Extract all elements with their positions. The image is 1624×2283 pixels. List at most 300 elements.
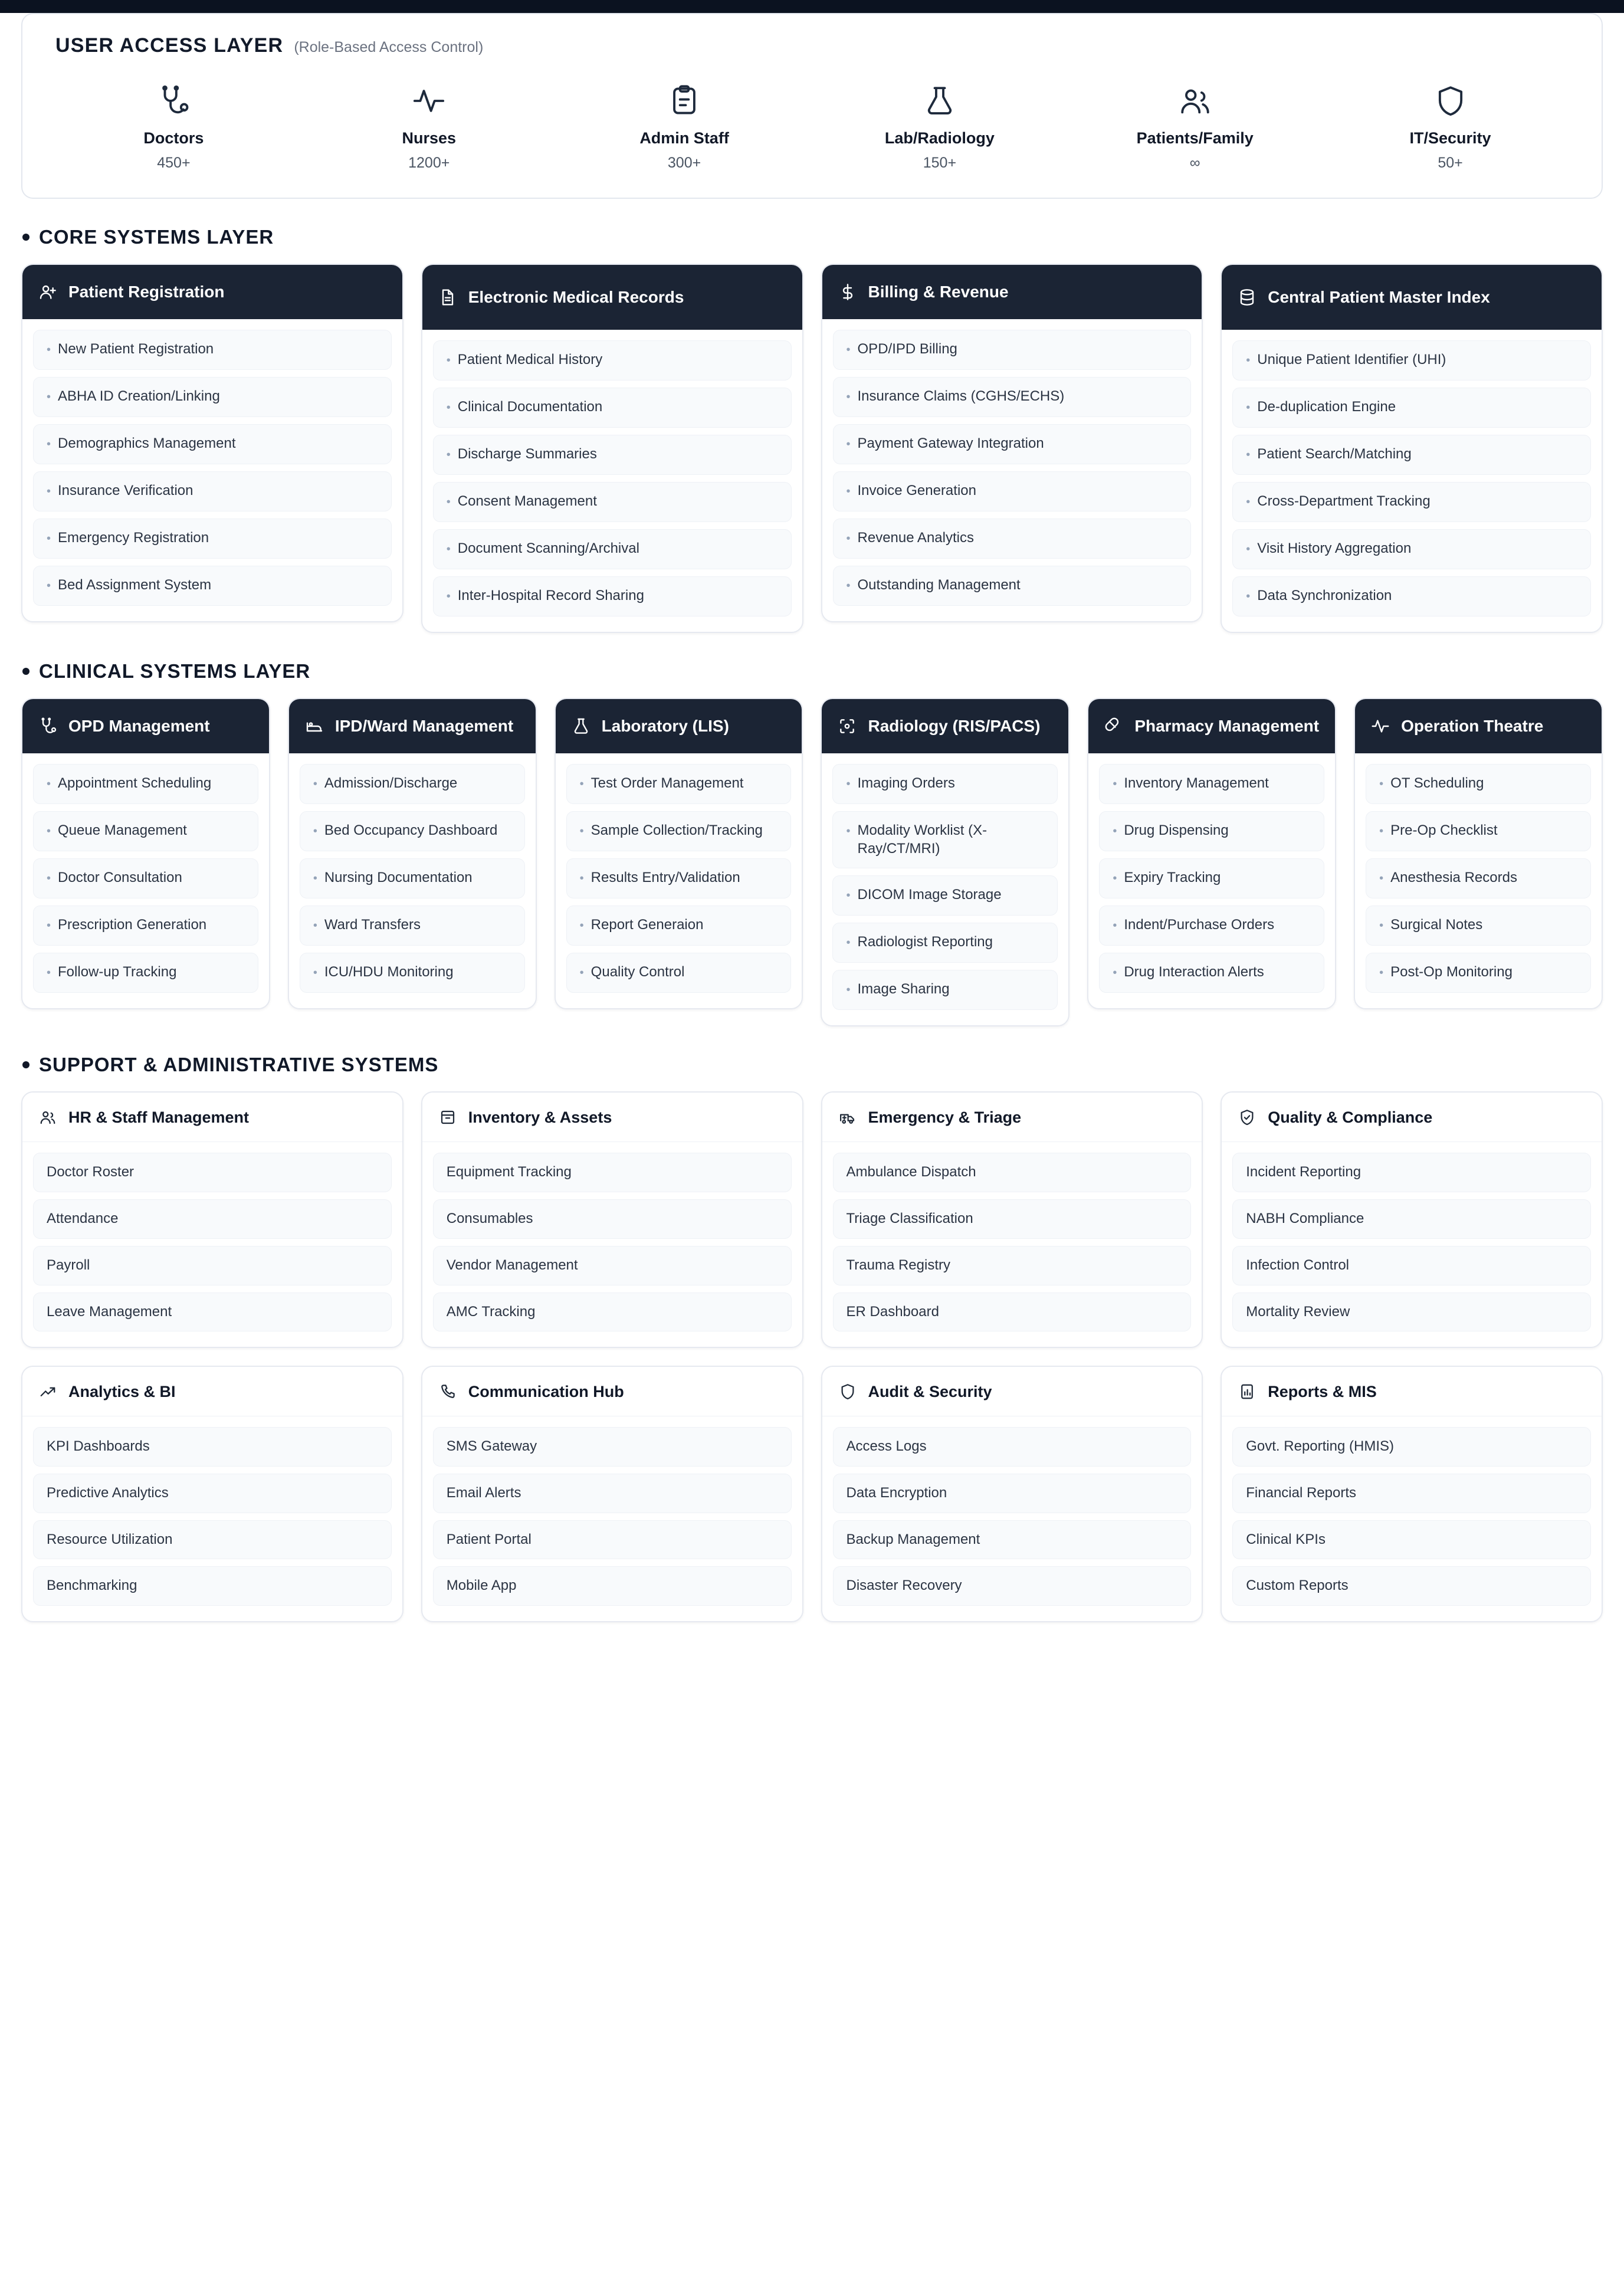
card-item-label: Drug Interaction Alerts bbox=[1124, 964, 1264, 980]
system-card[interactable] bbox=[21, 698, 270, 1009]
card-item[interactable] bbox=[1099, 764, 1324, 804]
system-card[interactable] bbox=[21, 264, 403, 622]
bullet-icon: • bbox=[1379, 778, 1384, 790]
card-item[interactable] bbox=[1232, 529, 1591, 569]
card-item-label: Resource Utilization bbox=[47, 1531, 173, 1547]
card-item-label: Results Entry/Validation bbox=[590, 870, 740, 885]
card-item[interactable] bbox=[833, 1153, 1192, 1192]
card-item-label: Benchmarking bbox=[47, 1577, 137, 1594]
card-item[interactable] bbox=[300, 953, 525, 993]
user-access-layer-header bbox=[46, 34, 1578, 57]
bullet-icon: • bbox=[1113, 966, 1117, 979]
card-item-list bbox=[422, 1142, 802, 1347]
card-item-label: Indent/Purchase Orders bbox=[1124, 917, 1275, 933]
card-item[interactable] bbox=[832, 764, 1058, 804]
system-card[interactable] bbox=[1221, 264, 1603, 633]
card-item-label: Mortality Review bbox=[1246, 1303, 1350, 1320]
role-count: 150+ bbox=[923, 155, 957, 171]
role-count: ∞ bbox=[1189, 155, 1200, 171]
card-item-label: OT Scheduling bbox=[1390, 775, 1484, 791]
card-item[interactable] bbox=[1232, 435, 1591, 475]
card-item-label: Visit History Aggregation bbox=[1257, 540, 1412, 556]
card-item[interactable] bbox=[433, 1474, 792, 1513]
card-item[interactable] bbox=[833, 519, 1192, 559]
card-item-label: Quality Control bbox=[590, 964, 685, 980]
card-item[interactable] bbox=[1232, 1199, 1591, 1239]
card-item-label: Payment Gateway Integration bbox=[857, 435, 1044, 451]
system-card[interactable] bbox=[821, 1091, 1203, 1348]
card-item[interactable] bbox=[33, 1293, 392, 1332]
card-item[interactable] bbox=[33, 1474, 392, 1513]
card-item-label: Consent Management bbox=[457, 493, 597, 509]
card-item-label: Backup Management bbox=[846, 1531, 980, 1547]
stethoscope-icon bbox=[67, 82, 280, 120]
card-item-label: Incident Reporting bbox=[1246, 1164, 1361, 1180]
user-plus-icon bbox=[37, 281, 59, 303]
card-header bbox=[822, 265, 1202, 319]
card-item-label: Consumables bbox=[446, 1211, 533, 1227]
card-item-label: Radiologist Reporting bbox=[857, 934, 993, 950]
card-item-label: ER Dashboard bbox=[846, 1303, 939, 1320]
card-item-list bbox=[422, 1416, 802, 1621]
card-item[interactable] bbox=[433, 576, 792, 616]
card-item-label: Leave Management bbox=[47, 1303, 172, 1320]
card-item[interactable] bbox=[832, 923, 1058, 963]
card-item[interactable] bbox=[1366, 906, 1591, 946]
card-item-label: ICU/HDU Monitoring bbox=[324, 964, 454, 980]
card-item[interactable] bbox=[833, 1199, 1192, 1239]
card-item-label: Post-Op Monitoring bbox=[1390, 964, 1513, 980]
card-item-label: Outstanding Management bbox=[857, 577, 1021, 593]
card-item[interactable] bbox=[33, 811, 258, 851]
card-item-label: Disaster Recovery bbox=[846, 1577, 962, 1594]
card-item[interactable] bbox=[833, 1293, 1192, 1332]
card-item-label: Inventory Management bbox=[1124, 775, 1269, 791]
card-item-label: Clinical KPIs bbox=[1246, 1531, 1326, 1547]
card-item[interactable] bbox=[1232, 576, 1591, 616]
card-title: IPD/Ward Management bbox=[334, 717, 514, 736]
card-item[interactable] bbox=[433, 1153, 792, 1192]
ambulance-icon bbox=[836, 1106, 859, 1129]
bullet-icon: • bbox=[47, 919, 51, 932]
card-item[interactable] bbox=[566, 906, 792, 946]
card-header bbox=[422, 1093, 802, 1142]
shield-icon bbox=[836, 1380, 859, 1403]
card-item[interactable] bbox=[1232, 340, 1591, 380]
card-item[interactable] bbox=[833, 471, 1192, 511]
bullet-icon: • bbox=[1113, 778, 1117, 790]
card-item[interactable] bbox=[1366, 764, 1591, 804]
card-item-label: Unique Patient Identifier (UHI) bbox=[1257, 352, 1446, 368]
card-item[interactable] bbox=[1099, 906, 1324, 946]
card-item[interactable] bbox=[33, 906, 258, 946]
card-item[interactable] bbox=[833, 424, 1192, 464]
card-item[interactable] bbox=[33, 1427, 392, 1467]
card-title: Quality & Compliance bbox=[1268, 1108, 1433, 1126]
bullet-icon: • bbox=[846, 889, 851, 903]
card-item[interactable] bbox=[1232, 1427, 1591, 1467]
card-item[interactable] bbox=[33, 424, 392, 464]
card-item-label: Vendor Management bbox=[446, 1257, 578, 1273]
bullet-icon: • bbox=[313, 825, 317, 838]
card-item[interactable] bbox=[433, 482, 792, 522]
card-item[interactable] bbox=[833, 1246, 1192, 1285]
card-item-label: Predictive Analytics bbox=[47, 1485, 169, 1501]
card-item-list bbox=[822, 753, 1068, 1025]
role-label: Lab/Radiology bbox=[884, 129, 995, 147]
bullet-icon: • bbox=[1379, 872, 1384, 885]
card-item-label: Prescription Generation bbox=[58, 917, 207, 933]
card-header bbox=[22, 699, 269, 753]
system-card[interactable] bbox=[555, 698, 803, 1009]
card-item[interactable] bbox=[433, 1566, 792, 1606]
card-item[interactable] bbox=[33, 377, 392, 417]
card-title: Billing & Revenue bbox=[868, 283, 1009, 301]
role-label: Nurses bbox=[402, 129, 456, 147]
card-item-label: Follow-up Tracking bbox=[58, 964, 177, 980]
card-title: Laboratory (LIS) bbox=[601, 717, 729, 736]
bullet-icon: • bbox=[846, 391, 851, 404]
card-item-label: De-duplication Engine bbox=[1257, 399, 1396, 415]
card-item-label: ABHA ID Creation/Linking bbox=[58, 388, 220, 404]
card-item-list bbox=[822, 319, 1202, 621]
bullet-icon: • bbox=[47, 778, 51, 790]
card-item-label: Inter-Hospital Record Sharing bbox=[457, 588, 644, 603]
role-label: Admin Staff bbox=[639, 129, 729, 147]
card-item-label: Data Encryption bbox=[846, 1485, 947, 1501]
card-item-label: Insurance Verification bbox=[58, 483, 193, 498]
card-item-label: New Patient Registration bbox=[58, 341, 214, 357]
clipboard-icon bbox=[578, 82, 790, 120]
card-item-label: SMS Gateway bbox=[446, 1438, 537, 1455]
card-item-label: Equipment Tracking bbox=[446, 1164, 572, 1180]
card-grid bbox=[21, 264, 1603, 633]
card-header bbox=[22, 1367, 402, 1416]
shield-icon bbox=[1344, 82, 1557, 120]
card-title: Analytics & BI bbox=[68, 1382, 176, 1400]
card-item-list bbox=[1088, 753, 1335, 1008]
card-item[interactable] bbox=[833, 1566, 1192, 1606]
bullet-icon: • bbox=[1379, 966, 1384, 979]
card-title: Emergency & Triage bbox=[868, 1108, 1022, 1126]
scan-icon bbox=[836, 715, 858, 737]
card-item[interactable] bbox=[1232, 388, 1591, 428]
card-item-label: AMC Tracking bbox=[446, 1303, 536, 1320]
card-item-label: Appointment Scheduling bbox=[58, 775, 212, 791]
card-item-list bbox=[289, 753, 536, 1008]
diagram-page bbox=[0, 13, 1624, 2283]
systems-sections bbox=[21, 226, 1603, 1622]
card-item-label: Doctor Consultation bbox=[58, 870, 182, 885]
card-item[interactable] bbox=[433, 1293, 792, 1332]
card-item[interactable] bbox=[1366, 811, 1591, 851]
role-item bbox=[1089, 82, 1301, 172]
card-item[interactable] bbox=[433, 388, 792, 428]
card-item[interactable] bbox=[1232, 1566, 1591, 1606]
card-item[interactable] bbox=[33, 519, 392, 559]
card-item[interactable] bbox=[566, 858, 792, 898]
section-header bbox=[21, 226, 1603, 248]
card-title: Communication Hub bbox=[468, 1382, 624, 1400]
card-item-list bbox=[22, 1142, 402, 1347]
card-item-label: Pre-Op Checklist bbox=[1390, 822, 1498, 838]
card-item[interactable] bbox=[833, 330, 1192, 370]
bullet-icon: • bbox=[1246, 354, 1251, 367]
users-icon bbox=[1089, 82, 1301, 120]
card-item-label: Patient Medical History bbox=[457, 352, 603, 368]
section-title: SUPPORT & ADMINISTRATIVE SYSTEMS bbox=[39, 1054, 439, 1076]
card-item[interactable] bbox=[300, 764, 525, 804]
bullet-icon: • bbox=[47, 532, 51, 545]
bullet-icon: • bbox=[579, 966, 584, 979]
bullet-icon: • bbox=[313, 872, 317, 885]
pulse-icon bbox=[323, 82, 535, 120]
card-item-label: Bed Assignment System bbox=[58, 577, 212, 593]
card-item[interactable] bbox=[1232, 482, 1591, 522]
bullet-icon: • bbox=[846, 438, 851, 451]
card-item-label: Invoice Generation bbox=[857, 483, 976, 498]
role-label: Patients/Family bbox=[1136, 129, 1254, 147]
check-badge-icon bbox=[1236, 1106, 1258, 1129]
card-header bbox=[822, 699, 1068, 753]
card-item[interactable] bbox=[433, 529, 792, 569]
card-item-label: Ward Transfers bbox=[324, 917, 421, 933]
card-item[interactable] bbox=[832, 811, 1058, 868]
card-item[interactable] bbox=[566, 764, 792, 804]
card-item-label: Discharge Summaries bbox=[457, 446, 597, 462]
bullet-icon: • bbox=[47, 391, 51, 404]
card-item[interactable] bbox=[1232, 1153, 1591, 1192]
card-item[interactable] bbox=[433, 1427, 792, 1467]
card-item[interactable] bbox=[433, 435, 792, 475]
card-item-label: Image Sharing bbox=[857, 981, 950, 998]
card-item[interactable] bbox=[1232, 1520, 1591, 1560]
role-count: 50+ bbox=[1438, 155, 1463, 171]
card-header bbox=[822, 1093, 1202, 1142]
card-title: Operation Theatre bbox=[1401, 717, 1544, 736]
bullet-icon: • bbox=[579, 778, 584, 790]
card-item-label: Document Scanning/Archival bbox=[457, 540, 639, 556]
phone-icon bbox=[437, 1380, 459, 1403]
card-title: Reports & MIS bbox=[1268, 1382, 1377, 1400]
bullet-icon: • bbox=[1379, 825, 1384, 838]
box-icon bbox=[437, 1106, 459, 1129]
report-icon bbox=[1236, 1380, 1258, 1403]
bullet-icon: • bbox=[446, 543, 451, 556]
role-item bbox=[578, 82, 790, 172]
bullet-icon: • bbox=[1113, 919, 1117, 932]
system-card[interactable] bbox=[288, 698, 537, 1009]
card-item[interactable] bbox=[833, 1427, 1192, 1467]
section-header bbox=[21, 1054, 1603, 1076]
card-item-label: Insurance Claims (CGHS/ECHS) bbox=[857, 388, 1065, 404]
system-card[interactable] bbox=[821, 1366, 1203, 1622]
pulse-icon bbox=[1369, 715, 1392, 737]
card-grid bbox=[21, 698, 1603, 1026]
card-item[interactable] bbox=[833, 566, 1192, 606]
system-card[interactable] bbox=[1221, 1366, 1603, 1622]
card-item-label: Triage Classification bbox=[846, 1211, 973, 1227]
card-header bbox=[822, 1367, 1202, 1416]
card-item-label: Report Generaion bbox=[590, 917, 704, 933]
card-item-label: Access Logs bbox=[846, 1438, 927, 1455]
card-item[interactable] bbox=[433, 1520, 792, 1560]
bullet-icon: • bbox=[846, 579, 851, 592]
card-header bbox=[22, 1093, 402, 1142]
card-item[interactable] bbox=[433, 1199, 792, 1239]
bullet-icon: • bbox=[446, 448, 451, 461]
card-item-label: Trauma Registry bbox=[846, 1257, 950, 1273]
user-access-layer-subtitle: (Role-Based Access Control) bbox=[294, 39, 484, 55]
card-title: OPD Management bbox=[68, 717, 210, 736]
card-item-list bbox=[22, 753, 269, 1008]
card-item[interactable] bbox=[832, 875, 1058, 916]
card-item-label: Govt. Reporting (HMIS) bbox=[1246, 1438, 1394, 1455]
card-item[interactable] bbox=[33, 1520, 392, 1560]
card-item[interactable] bbox=[33, 764, 258, 804]
bullet-icon: • bbox=[313, 778, 317, 790]
card-title: Central Patient Master Index bbox=[1268, 288, 1490, 307]
card-item-label: DICOM Image Storage bbox=[857, 887, 1002, 903]
card-item[interactable] bbox=[300, 906, 525, 946]
role-item bbox=[67, 82, 280, 172]
card-header bbox=[289, 699, 536, 753]
card-item[interactable] bbox=[832, 970, 1058, 1010]
system-card[interactable] bbox=[1354, 698, 1603, 1009]
card-item[interactable] bbox=[1232, 1246, 1591, 1285]
card-item[interactable] bbox=[33, 1199, 392, 1239]
card-item[interactable] bbox=[1232, 1474, 1591, 1513]
card-item-label: Test Order Management bbox=[590, 775, 744, 791]
bullet-icon: • bbox=[446, 590, 451, 603]
bullet-icon: • bbox=[47, 579, 51, 592]
card-item[interactable] bbox=[833, 1520, 1192, 1560]
system-card[interactable] bbox=[21, 1091, 403, 1348]
system-card[interactable] bbox=[821, 698, 1069, 1026]
role-label: IT/Security bbox=[1409, 129, 1491, 147]
card-item[interactable] bbox=[300, 858, 525, 898]
card-item[interactable] bbox=[1099, 811, 1324, 851]
section-header bbox=[21, 660, 1603, 683]
card-title: Electronic Medical Records bbox=[468, 288, 684, 307]
database-icon bbox=[1236, 286, 1258, 309]
card-item[interactable] bbox=[1366, 858, 1591, 898]
card-item[interactable] bbox=[1232, 1293, 1591, 1332]
section-bullet-icon bbox=[22, 668, 29, 675]
card-title: Patient Registration bbox=[68, 283, 225, 301]
bullet-icon: • bbox=[313, 919, 317, 932]
user-access-layer-panel bbox=[21, 13, 1603, 199]
system-card[interactable] bbox=[421, 1366, 803, 1622]
card-item-label: NABH Compliance bbox=[1246, 1211, 1364, 1227]
system-card[interactable] bbox=[1221, 1091, 1603, 1348]
card-item[interactable] bbox=[433, 340, 792, 380]
bullet-icon: • bbox=[846, 343, 851, 356]
bullet-icon: • bbox=[846, 485, 851, 498]
card-header bbox=[1222, 265, 1602, 330]
bullet-icon: • bbox=[1379, 919, 1384, 932]
role-item bbox=[323, 82, 535, 172]
card-header bbox=[422, 265, 802, 330]
system-card[interactable] bbox=[421, 264, 803, 633]
card-item-label: Imaging Orders bbox=[857, 775, 955, 791]
stethoscope-icon bbox=[37, 715, 59, 737]
card-item[interactable] bbox=[433, 1246, 792, 1285]
card-item-list bbox=[1222, 1416, 1602, 1621]
card-item-list bbox=[1222, 1142, 1602, 1347]
card-item[interactable] bbox=[33, 953, 258, 993]
card-item[interactable] bbox=[1099, 858, 1324, 898]
card-item[interactable] bbox=[33, 471, 392, 511]
card-item[interactable] bbox=[300, 811, 525, 851]
bullet-icon: • bbox=[846, 825, 851, 838]
bullet-icon: • bbox=[1246, 543, 1251, 556]
card-item[interactable] bbox=[33, 1566, 392, 1606]
users-icon bbox=[37, 1106, 59, 1129]
card-item-label: Data Synchronization bbox=[1257, 588, 1392, 603]
card-title: HR & Staff Management bbox=[68, 1108, 250, 1126]
card-item[interactable] bbox=[33, 1153, 392, 1192]
card-item[interactable] bbox=[833, 1474, 1192, 1513]
section-bullet-icon bbox=[22, 1061, 29, 1068]
system-card[interactable] bbox=[21, 1366, 403, 1622]
section-title: CLINICAL SYSTEMS LAYER bbox=[39, 660, 311, 682]
bullet-icon: • bbox=[846, 936, 851, 950]
dollar-icon bbox=[836, 281, 859, 303]
card-item-label: Demographics Management bbox=[58, 435, 236, 451]
card-item[interactable] bbox=[1366, 953, 1591, 993]
bullet-icon: • bbox=[579, 825, 584, 838]
card-item[interactable] bbox=[1099, 953, 1324, 993]
card-header bbox=[1355, 699, 1602, 753]
card-item-label: Drug Dispensing bbox=[1124, 822, 1229, 838]
bullet-icon: • bbox=[579, 919, 584, 932]
card-item-label: Custom Reports bbox=[1246, 1577, 1349, 1594]
card-item[interactable] bbox=[833, 377, 1192, 417]
card-item-label: Attendance bbox=[47, 1211, 119, 1227]
card-item-label: Doctor Roster bbox=[47, 1164, 134, 1180]
card-item-label: Revenue Analytics bbox=[857, 530, 974, 546]
card-item-label: Nursing Documentation bbox=[324, 870, 473, 885]
role-count: 300+ bbox=[667, 155, 701, 171]
card-header bbox=[422, 1367, 802, 1416]
card-item[interactable] bbox=[33, 1246, 392, 1285]
bullet-icon: • bbox=[47, 485, 51, 498]
system-card[interactable] bbox=[821, 264, 1203, 622]
card-item-label: Email Alerts bbox=[446, 1485, 521, 1501]
card-header bbox=[22, 265, 402, 319]
card-item-label: Admission/Discharge bbox=[324, 775, 458, 791]
card-item-list bbox=[822, 1142, 1202, 1347]
bullet-icon: • bbox=[47, 438, 51, 451]
card-item[interactable] bbox=[566, 811, 792, 851]
card-item[interactable] bbox=[33, 858, 258, 898]
card-item[interactable] bbox=[33, 566, 392, 606]
system-card[interactable] bbox=[1087, 698, 1336, 1009]
bullet-icon: • bbox=[47, 343, 51, 356]
bullet-icon: • bbox=[1246, 401, 1251, 414]
card-item-label: Patient Search/Matching bbox=[1257, 446, 1412, 462]
card-item[interactable] bbox=[33, 330, 392, 370]
card-header bbox=[556, 699, 802, 753]
card-item-label: Patient Portal bbox=[446, 1531, 532, 1547]
card-header bbox=[1222, 1093, 1602, 1142]
card-item[interactable] bbox=[566, 953, 792, 993]
card-item-list bbox=[22, 1416, 402, 1621]
card-item-list bbox=[1222, 330, 1602, 632]
role-count: 450+ bbox=[157, 155, 191, 171]
system-card[interactable] bbox=[421, 1091, 803, 1348]
